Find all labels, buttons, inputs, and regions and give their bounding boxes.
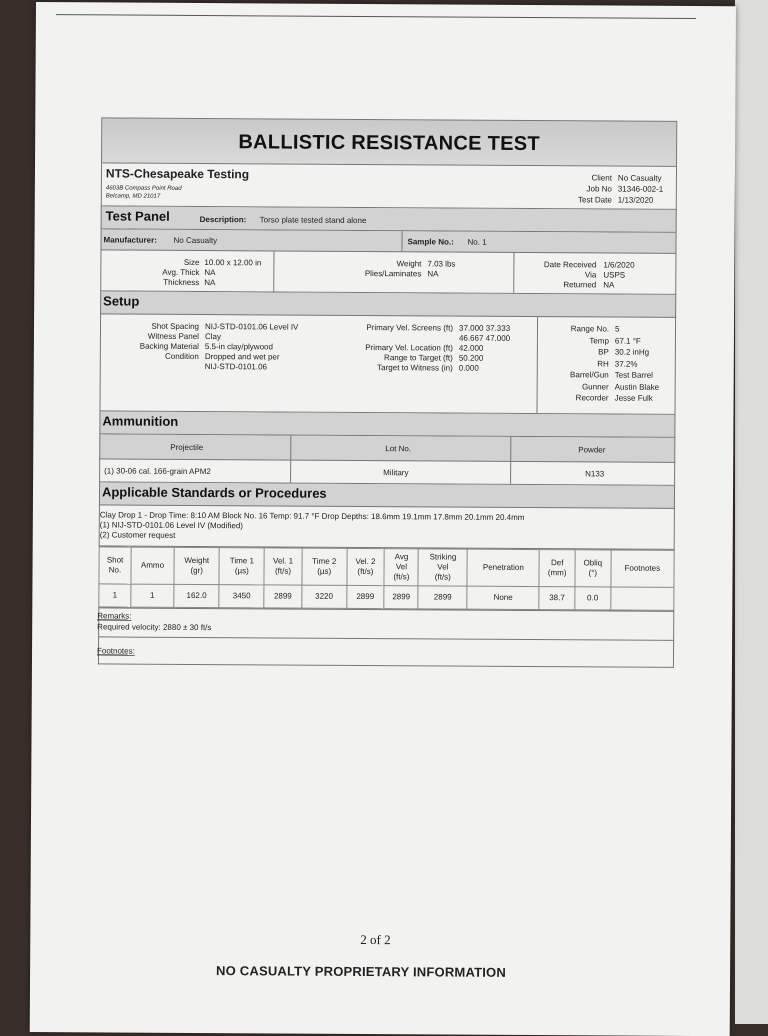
table-cell: 2899 [264, 585, 302, 608]
shots-table-wrap [98, 546, 674, 611]
standards-header: Applicable Standards or Procedures [102, 486, 327, 498]
avg-thick-label: Avg. Thick [121, 267, 199, 278]
setup-mid-field-value: 50.200 [459, 353, 484, 364]
setup-right-field-label: Range No. [541, 323, 609, 334]
header-line: Footnotes [612, 564, 673, 574]
shots-column-header [131, 547, 174, 584]
setup-mid-field-label: Target to Witness (in) [301, 362, 453, 374]
table-cell: 3220 [302, 585, 347, 608]
setup-left-field-value: Clay [205, 331, 221, 342]
lot-value: Military [383, 467, 408, 478]
client-value: No Casualty [618, 173, 662, 184]
setup-right-field-value: 67.1 °F [615, 335, 641, 346]
table-cell: 0.0 [575, 587, 611, 610]
table-cell: 38.7 [539, 587, 575, 610]
setup-right-field-label: Temp [541, 335, 609, 346]
setup-mid-field-value: 46.667 47.000 [459, 333, 510, 344]
setup-left-field-value: NIJ-STD-0101.06 Level IV [205, 321, 298, 333]
ammunition-header: Ammunition [102, 415, 178, 426]
job-label: Job No [532, 183, 612, 194]
date-received-value: 1/6/2020 [603, 259, 634, 270]
shots-column-header [467, 549, 539, 586]
setup-right-field-value: Jesse Fulk [615, 393, 653, 404]
remarks-label: Remarks: [97, 610, 131, 621]
header-line: (°) [576, 568, 609, 578]
setup-left-field-label: Condition [103, 350, 199, 362]
setup-mid-field-value: 42.000 [459, 343, 484, 354]
remarks-row [98, 607, 674, 641]
powder-column-header: Powder [578, 444, 605, 455]
panel-details-row [100, 250, 676, 295]
table-cell: 1 [131, 584, 174, 607]
setup-mid-field-label: Range to Target (ft) [301, 352, 453, 364]
paper-sheet [30, 2, 736, 1036]
job-value: 31346-002-1 [618, 184, 663, 195]
table-cell: 2899 [346, 585, 384, 608]
setup-header: Setup [103, 295, 139, 306]
setup-right-field-label: Recorder [541, 392, 609, 403]
lab-address-line2: Belcamp, MD 21017 [106, 191, 160, 202]
header-line: (ft/s) [266, 566, 301, 576]
header-line: (mm) [541, 568, 574, 578]
projectile-value: (1) 30-06 cal. 166-grain APM2 [104, 465, 211, 477]
header-line: Vel. 1 [266, 556, 301, 566]
standards-row [99, 505, 675, 550]
setup-right-field-value: Austin Blake [615, 381, 660, 392]
test-report-form [98, 117, 677, 668]
shots-column-header [418, 549, 467, 586]
projectile-column-header: Projectile [170, 442, 203, 453]
header-line: Avg [386, 552, 417, 562]
ammunition-row [99, 459, 675, 486]
footnotes-row [98, 637, 674, 668]
setup-right-field-label: BP [541, 346, 609, 357]
shots-header-row [99, 547, 674, 588]
sample-value: No. 1 [468, 237, 487, 248]
lab-info-row [101, 163, 677, 210]
date-received-label: Date Received [521, 259, 596, 270]
sample-label: Sample No.: [408, 236, 454, 247]
setup-left-field-label: Witness Panel [103, 330, 199, 342]
thickness-value: NA [204, 277, 215, 288]
shots-column-header [346, 548, 384, 585]
setup-left-field-label: Backing Material [103, 340, 199, 352]
setup-left-field-value: NIJ-STD-0101.06 [205, 361, 267, 372]
test-date-label: Test Date [532, 194, 612, 205]
setup-right-field-label: RH [541, 358, 609, 369]
report-title: BALLISTIC RESISTANCE TEST [238, 137, 540, 150]
table-cell: 2899 [384, 586, 418, 609]
size-value: 10.00 x 12.00 in [204, 257, 261, 268]
setup-left-field-value: Dropped and wet per [205, 351, 280, 362]
weight-label: Weight [321, 258, 421, 270]
header-line: (ft/s) [386, 572, 417, 582]
header-line: Penetration [469, 563, 538, 573]
shots-column-header [539, 550, 575, 587]
size-label: Size [121, 257, 199, 268]
manufacturer-label: Manufacturer: [104, 234, 157, 245]
manufacturer-value: No Casualty [174, 235, 218, 246]
setup-mid-field-value: 37.000 37.333 [459, 323, 510, 334]
lot-column-header: Lot No. [385, 443, 411, 454]
header-line: Vel [420, 562, 466, 572]
top-rule [56, 14, 696, 19]
title-bar [101, 117, 677, 167]
standards-line-1: Clay Drop 1 - Drop Time: 8:10 AM Block No. 16 Temp: 91.7 °F Drop Depths: 18.6mm 19.1mm 17.8mm 20.1mm 20.4mm [100, 509, 525, 523]
remarks-text: Required velocity: 2880 ± 30 ft/s [97, 621, 211, 633]
plies-value: NA [427, 268, 438, 279]
shots-column-header [219, 548, 264, 585]
header-line: Shot [101, 555, 130, 565]
table-cell [610, 587, 674, 610]
proprietary-notice: NO CASUALTY PROPRIETARY INFORMATION [216, 963, 506, 980]
setup-mid-field-value: 0.000 [459, 363, 479, 374]
via-label: Via [521, 269, 596, 280]
header-line: No. [100, 565, 129, 575]
lab-name: NTS-Chesapeake Testing [106, 168, 249, 180]
header-line: (µs) [303, 567, 345, 577]
client-label: Client [532, 172, 612, 183]
setup-right-field-label: Gunner [541, 381, 609, 392]
ammunition-header-row [99, 411, 675, 438]
shots-column-header [264, 548, 302, 585]
setup-right-field-label: Barrel/Gun [541, 369, 609, 380]
avg-thick-value: NA [204, 267, 215, 278]
header-line: Ammo [132, 561, 172, 571]
standards-line-3: (2) Customer request [100, 529, 176, 540]
description-value: Torso plate tested stand alone [260, 214, 367, 226]
header-line: Time 2 [303, 557, 345, 567]
header-line: (ft/s) [420, 572, 466, 582]
thickness-label: Thickness [121, 277, 199, 288]
shots-column-header [174, 547, 220, 584]
setup-mid-field-label: Primary Vel. Screens (ft) [301, 322, 453, 334]
footnotes-label: Footnotes: [97, 645, 135, 656]
shots-column-header [610, 550, 674, 587]
header-line: Weight [175, 556, 218, 566]
setup-left-field-value: 5.5-in clay/plywood [205, 341, 273, 352]
setup-left-field-label: Shot Spacing [103, 320, 199, 332]
header-line: Time 1 [221, 556, 263, 566]
shots-column-header [575, 550, 611, 587]
setup-right-field-value: 5 [615, 324, 620, 335]
test-panel-header: Test Panel [106, 210, 170, 221]
header-line: Vel [386, 562, 417, 572]
shots-column-header [302, 548, 347, 585]
returned-label: Returned [521, 279, 596, 290]
header-line: (µs) [221, 566, 263, 576]
shots-column-header [384, 549, 418, 586]
table-cell: 3450 [219, 585, 264, 608]
header-line: (gr) [175, 566, 218, 576]
table-cell: 1 [99, 584, 131, 607]
header-line: Striking [420, 552, 466, 562]
via-value: USPS [603, 269, 625, 280]
header-line: Obliq [576, 558, 609, 568]
standards-line-2: (1) NIJ-STD-0101.06 Level IV (Modified) [100, 519, 243, 531]
shots-table [98, 546, 674, 611]
table-cell: None [467, 586, 539, 609]
returned-value: NA [603, 279, 614, 290]
plies-label: Plies/Laminates [321, 268, 421, 280]
setup-row [100, 314, 677, 415]
header-line: Vel. 2 [348, 557, 383, 567]
lab-address-line1: 4603B Compass Point Road [106, 183, 182, 194]
setup-right-field-value: Test Barrel [615, 370, 653, 381]
test-date-value: 1/13/2020 [618, 195, 654, 206]
ammunition-columns-row [99, 434, 675, 463]
shots-column-header [99, 547, 131, 584]
underlying-sheet-edge [735, 0, 768, 1024]
table-cell: 162.0 [174, 584, 220, 607]
weight-value: 7.03 lbs [427, 258, 455, 269]
setup-mid-field-label: Primary Vel. Location (ft) [301, 342, 453, 354]
setup-right-field-value: 30.2 inHg [615, 347, 649, 358]
page-number: 2 of 2 [360, 932, 390, 948]
setup-right-field-value: 37.2% [615, 358, 638, 369]
table-cell: 2899 [418, 586, 467, 609]
table-row [99, 584, 674, 611]
description-label: Description: [200, 214, 247, 225]
powder-value: N133 [585, 468, 604, 479]
header-line: Def [541, 558, 574, 568]
header-line: (ft/s) [348, 567, 383, 577]
